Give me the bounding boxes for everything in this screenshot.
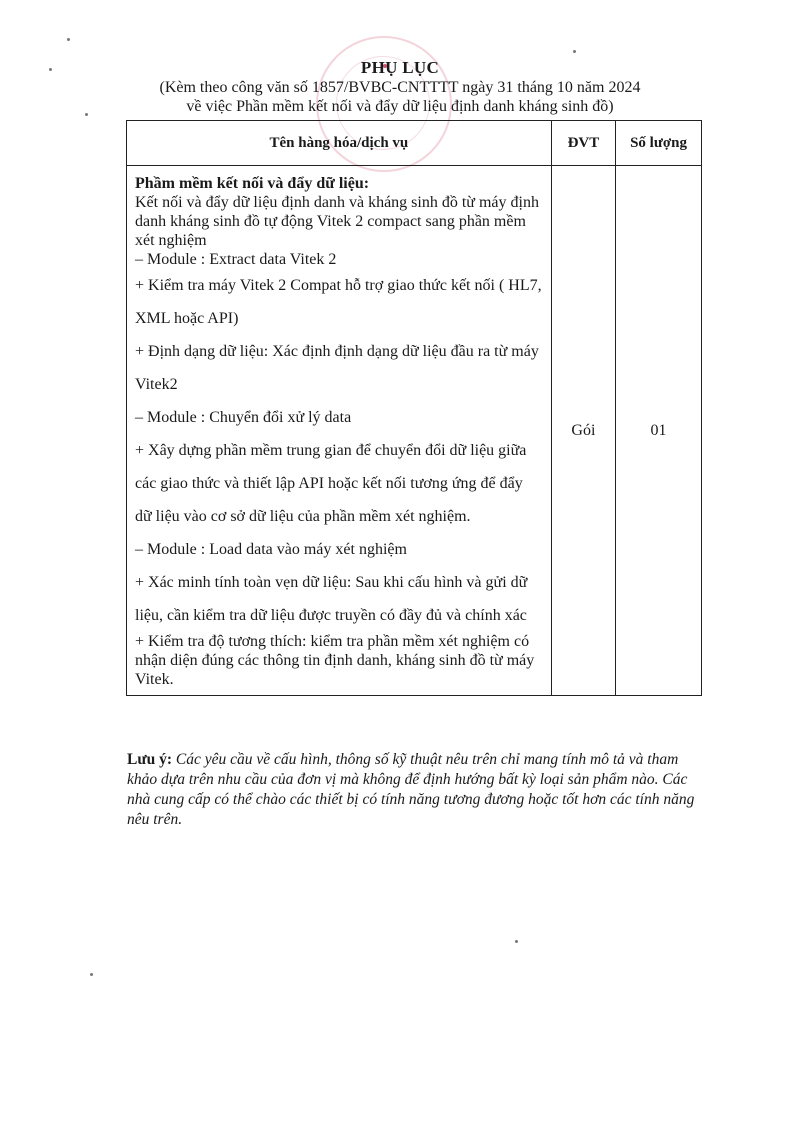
description-line: + Xây dựng phần mềm trung gian để chuyển đổi dữ liệu giữa các giao thức và thiết lập API hoặc kết nối tương ứng để đẩy dữ liệu vào cơ sở dữ liệu của phần mềm xét nghiệm. xyxy=(135,442,527,525)
description-line: + Kiểm tra độ tương thích: kiểm tra phần mềm xét nghiệm có nhận diện đúng các thông tin định danh, kháng sinh đồ từ máy Vitek. xyxy=(135,633,535,688)
item-description xyxy=(127,166,552,696)
header-unit: ĐVT xyxy=(551,121,615,166)
header-quantity: Số lượng xyxy=(616,121,702,166)
scan-speck xyxy=(573,50,576,53)
description-line: + Định dạng dữ liệu: Xác định định dạng dữ liệu đầu ra từ máy Vitek2 xyxy=(135,343,539,393)
note-label: Lưu ý: xyxy=(127,751,173,768)
goods-table xyxy=(126,120,702,696)
table-row xyxy=(127,166,702,696)
scan-speck xyxy=(90,973,93,976)
note-paragraph xyxy=(127,750,707,830)
description-line: – Module : Load data vào máy xét nghiệm xyxy=(135,541,407,558)
item-unit: Gói xyxy=(551,166,615,696)
scan-speck xyxy=(49,68,52,71)
description-line: Kết nối và đẩy dữ liệu định danh và kháng sinh đồ từ máy định danh kháng sinh đồ tự động Vitek 2 compact sang phần mềm xét nghiệm xyxy=(135,194,539,249)
note-text: Các yêu cầu về cấu hình, thông số kỹ thuật nêu trên chỉ mang tính mô tả và tham khảo dựa trên nhu cầu của đơn vị mà không để định hướng bất kỳ loại sản phẩm nào. Các nhà cung cấp có thể chào các thiết bị có tính năng tương đương hoặc tốt hơn các tính năng nêu trên. xyxy=(127,751,695,828)
document-subtitle-line1: (Kèm theo công văn số 1857/BVBC-CNTTTT ngày 31 tháng 10 năm 2024 xyxy=(159,79,641,96)
document-subtitle-line2: về việc Phần mềm kết nối và đẩy dữ liệu định danh kháng sinh đồ) xyxy=(186,98,614,115)
description-line: – Module : Extract data Vitek 2 xyxy=(135,251,337,268)
table-header-row xyxy=(127,121,702,166)
description-line: – Module : Chuyển đổi xử lý data xyxy=(135,409,352,426)
description-line: + Kiểm tra máy Vitek 2 Compat hỗ trợ giao thức kết nối ( HL7, XML hoặc API) xyxy=(135,277,542,327)
description-line: Phầm mềm kết nối và đẩy dữ liệu: xyxy=(135,175,370,192)
description-line: + Xác minh tính toàn vẹn dữ liệu: Sau khi cấu hình và gửi dữ liệu, cần kiểm tra dữ liệu được truyền có đầy đủ và chính xác xyxy=(135,574,528,624)
header-name: Tên hàng hóa/dịch vụ xyxy=(127,121,552,166)
scan-speck xyxy=(85,113,88,116)
scan-speck xyxy=(515,940,518,943)
document-title: PHỤ LỤC xyxy=(360,58,440,77)
scan-speck xyxy=(67,38,70,41)
item-quantity: 01 xyxy=(616,166,702,696)
